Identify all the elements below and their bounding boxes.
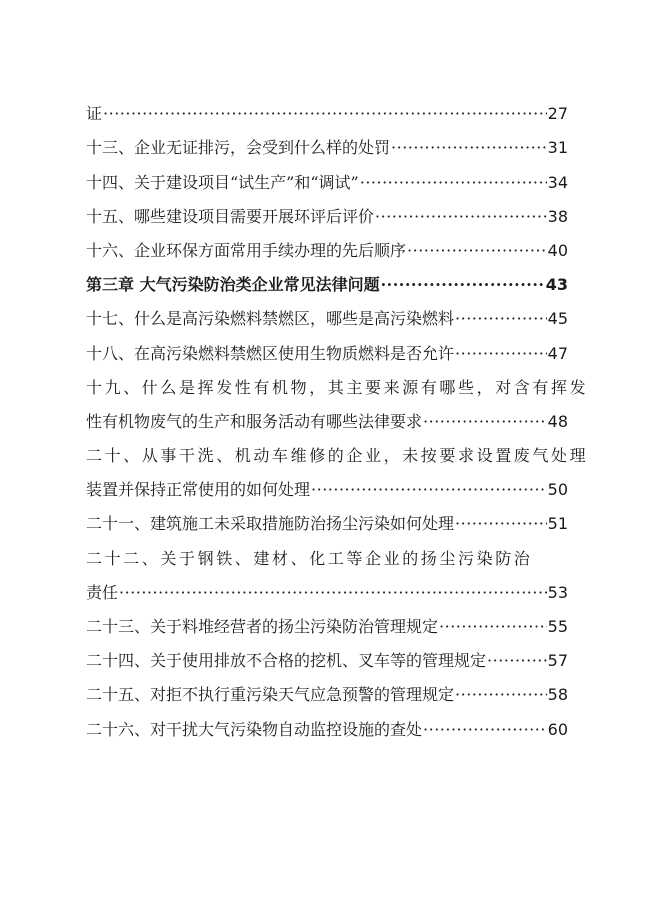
toc-entry[interactable] [86, 159, 568, 193]
toc-chapter-title: 第三章 大气污染防治类企业常见法律问题 [86, 275, 380, 295]
toc-entry[interactable] [86, 296, 568, 330]
toc-entry[interactable] [86, 604, 568, 638]
toc-entry-title-line[interactable]: 二十二、关于钢铁、建材、化工等企业的扬尘污染防治 [86, 548, 533, 568]
toc-leader-dots [423, 719, 547, 741]
toc-entry[interactable] [86, 194, 568, 228]
toc-entry[interactable] [86, 399, 568, 433]
toc-entry-title: 十七、什么是高污染燃料禁燃区，哪些是高污染燃料 [86, 309, 455, 329]
toc-leader-dots [439, 616, 547, 638]
toc-entry[interactable] [86, 330, 568, 364]
toc-leader-dots [487, 650, 547, 672]
table-of-contents [86, 91, 589, 741]
toc-entry[interactable] [86, 228, 568, 262]
toc-leader-dots [423, 411, 547, 433]
toc-entry-title: 十三、企业无证排污，会受到什么样的处罚 [86, 138, 391, 158]
toc-leader-dots [360, 172, 547, 194]
toc-leader-dots [103, 103, 547, 125]
toc-leader-dots [391, 137, 547, 159]
toc-leader-dots [119, 582, 547, 604]
toc-entry[interactable] [86, 570, 568, 604]
toc-page-number: 55 [547, 617, 568, 636]
toc-leader-dots [375, 206, 547, 228]
toc-entry-title: 二十一、建筑施工未采取措施防治扬尘污染如何处理 [86, 514, 455, 534]
toc-entry-title: 性有机物废气的生产和服务活动有哪些法律要求 [86, 411, 423, 431]
toc-page-number: 45 [547, 309, 568, 329]
toc-leader-dots [311, 479, 547, 501]
toc-entry[interactable] [86, 706, 568, 740]
toc-leader-dots [455, 684, 547, 706]
toc-page-number: 53 [547, 582, 568, 602]
toc-leader-dots [381, 274, 545, 296]
toc-leader-dots [455, 513, 547, 535]
toc-entry-title: 十五、哪些建设项目需要开展环评后评价 [86, 206, 375, 226]
toc-page-number: 58 [547, 685, 568, 705]
toc-page-number: 48 [547, 411, 568, 431]
toc-entry[interactable] [86, 638, 568, 672]
toc-page-number: 27 [547, 104, 568, 124]
toc-entry-title: 二十四、关于使用排放不合格的挖机、叉车等的管理规定 [86, 651, 487, 671]
toc-page-number: 51 [547, 514, 568, 534]
toc-page-number: 60 [547, 719, 568, 739]
toc-entry-title: 十四、关于建设项目“试生产”和“调试” [86, 172, 359, 192]
toc-page-number: 40 [547, 240, 568, 260]
toc-page-number: 31 [547, 138, 568, 158]
toc-entry[interactable] [86, 501, 568, 535]
toc-leader-dots [455, 343, 547, 365]
toc-entry-title: 装置并保持正常使用的如何处理 [86, 480, 311, 500]
toc-entry[interactable] [86, 467, 568, 501]
toc-entry[interactable] [86, 672, 568, 706]
toc-entry[interactable] [86, 125, 568, 159]
toc-page-number: 50 [547, 480, 568, 500]
toc-page-number: 43 [545, 275, 568, 295]
toc-entry-title: 十六、企业环保方面常用手续办理的先后顺序 [86, 240, 407, 260]
toc-leader-dots [407, 240, 547, 262]
toc-page-number: 47 [547, 343, 568, 363]
toc-entry-title: 二十五、对拒不执行重污染天气应急预警的管理规定 [86, 685, 455, 705]
toc-page-number: 57 [547, 651, 568, 671]
toc-entry-title-line[interactable]: 二十、从事干洗、机动车维修的企业，未按要求设置废气处理 [86, 446, 589, 466]
toc-entry-title: 二十六、对干扰大气污染物自动监控设施的查处 [86, 719, 423, 739]
toc-entry-title-line[interactable]: 十九、什么是挥发性有机物，其主要来源有哪些，对含有挥发 [86, 377, 589, 397]
toc-entry-title: 二十三、关于料堆经营者的扬尘污染防治管理规定 [86, 617, 439, 636]
toc-page-number: 38 [547, 206, 568, 226]
toc-entry-title: 证 [86, 104, 103, 124]
toc-entry[interactable] [86, 91, 568, 125]
toc-entry-title: 责任 [86, 582, 119, 602]
toc-leader-dots [455, 308, 547, 330]
toc-page-number: 34 [547, 172, 568, 192]
toc-chapter-entry[interactable] [86, 262, 568, 296]
toc-entry-title: 十八、在高污染燃料禁燃区使用生物质燃料是否允许 [86, 343, 455, 363]
